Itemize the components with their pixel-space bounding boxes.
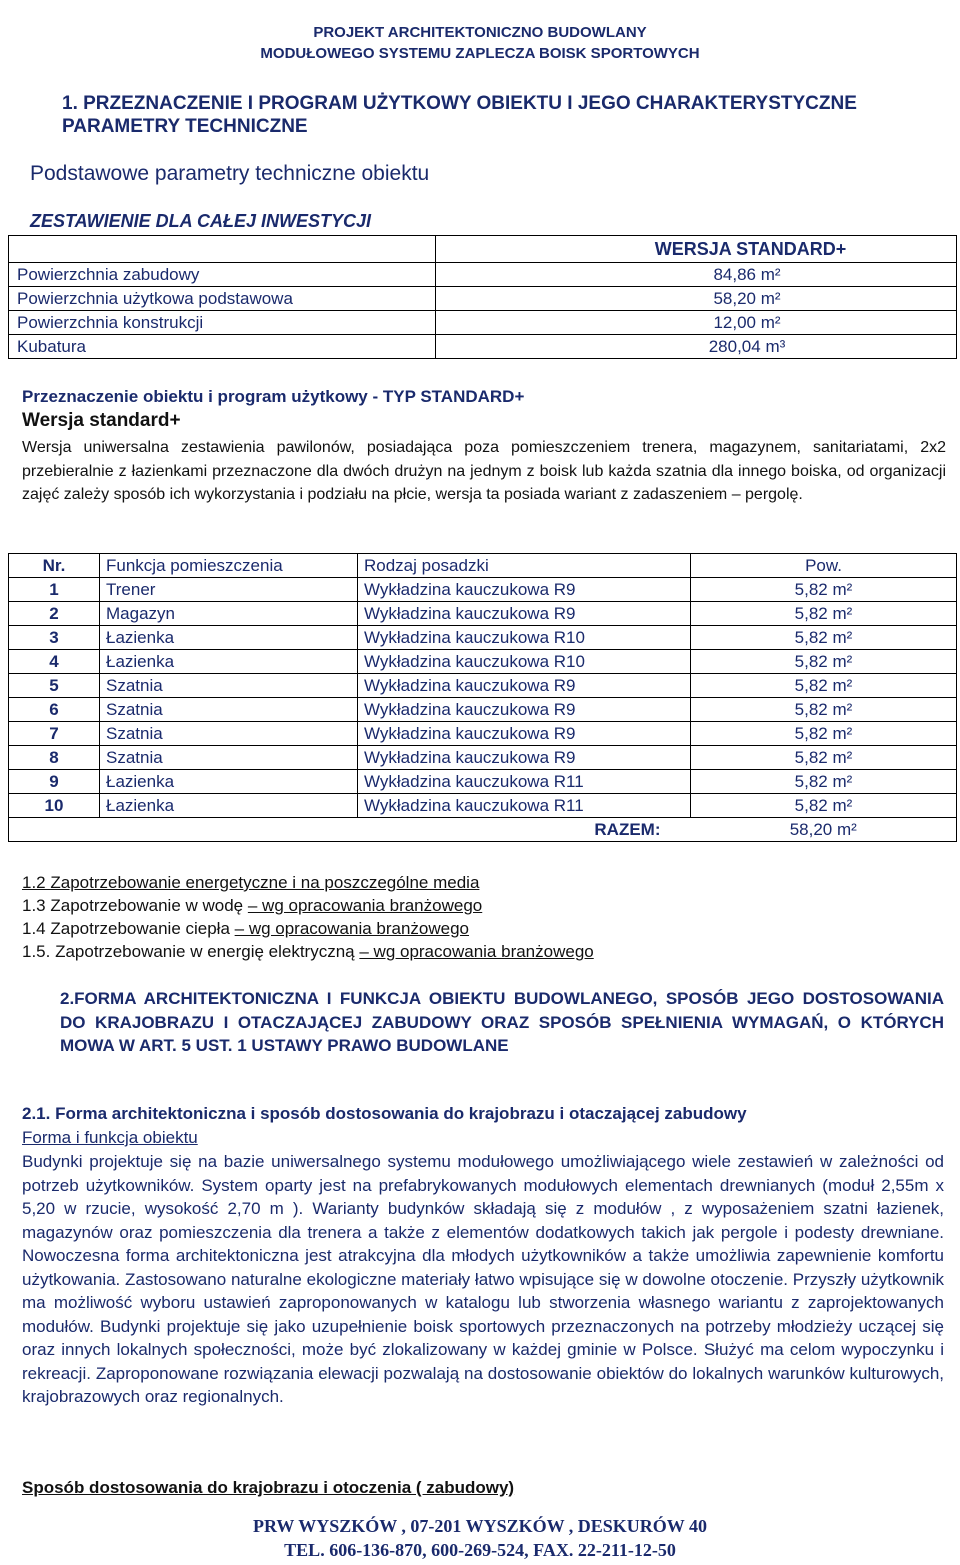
room-function: Łazienka [100, 650, 358, 674]
media-electric-ref: – wg opracowania branżowego [359, 942, 594, 961]
rooms-header-row [9, 554, 957, 578]
summary-label: Powierzchnia konstrukcji [9, 311, 436, 335]
media-heat [22, 917, 469, 940]
room-area: 5,82 m² [691, 602, 957, 626]
room-function: Łazienka [100, 626, 358, 650]
room-floor: Wykładzina kauczukowa R9 [358, 698, 691, 722]
room-floor: Wykładzina kauczukowa R9 [358, 674, 691, 698]
room-nr: 3 [9, 626, 100, 650]
room-floor: Wykładzina kauczukowa R9 [358, 746, 691, 770]
room-area: 5,82 m² [691, 698, 957, 722]
table-row [9, 722, 957, 746]
footer-address: PRW WYSZKÓW , 07-201 WYSZKÓW , DESKURÓW 40 [253, 1516, 707, 1536]
table-row [9, 674, 957, 698]
room-area: 5,82 m² [691, 770, 957, 794]
room-nr: 10 [9, 794, 100, 818]
room-floor: Wykładzina kauczukowa R10 [358, 650, 691, 674]
room-nr: 6 [9, 698, 100, 722]
table-row [9, 287, 957, 311]
room-area: 5,82 m² [691, 650, 957, 674]
room-nr: 9 [9, 770, 100, 794]
section-1-title: 1. PRZEZNACZENIE I PROGRAM UŻYTKOWY OBIEKTU I JEGO CHARAKTERYSTYCZNE PARAMETRY TECHNICZNE [62, 93, 857, 137]
room-floor: Wykładzina kauczukowa R11 [358, 794, 691, 818]
room-function: Trener [100, 578, 358, 602]
section-1-subtitle: Podstawowe parametry techniczne obiektu [30, 162, 430, 185]
room-floor: Wykładzina kauczukowa R10 [358, 626, 691, 650]
summary-value: 280,04 m³ [436, 335, 957, 359]
summary-table [8, 235, 957, 359]
summary-value: 12,00 m² [436, 311, 957, 335]
summary-column-header: WERSJA STANDARD+ [436, 236, 957, 263]
media-heat-ref: – wg opracowania branżowego [234, 919, 470, 938]
room-nr: 7 [9, 722, 100, 746]
table-row [9, 602, 957, 626]
media-electric [22, 940, 594, 963]
room-floor: Wykładzina kauczukowa R9 [358, 578, 691, 602]
room-area: 5,82 m² [691, 674, 957, 698]
room-area: 5,82 m² [691, 722, 957, 746]
room-floor: Wykładzina kauczukowa R9 [358, 722, 691, 746]
wersja-heading: Wersja standard+ [22, 410, 181, 431]
table-row [9, 335, 957, 359]
forma-label: Forma i funkcja obiektu [22, 1128, 198, 1147]
section-2-1-title: 2.1. Forma architektoniczna i sposób dostosowania do krajobrazu i otaczającej zabudowy [22, 1104, 747, 1123]
table-row [9, 746, 957, 770]
room-area: 5,82 m² [691, 626, 957, 650]
room-function: Szatnia [100, 674, 358, 698]
media-water-ref: – wg opracowania branżowego [247, 896, 483, 915]
total-value: 58,20 m² [691, 818, 957, 842]
room-nr: 2 [9, 602, 100, 626]
media-heading: 1.2 Zapotrzebowanie energetyczne i na poszczególne media [22, 873, 480, 892]
media-electric-label: 1.5. Zapotrzebowanie w energię elektryczną [22, 942, 360, 961]
header-function: Funkcja pomieszczenia [100, 554, 358, 578]
table-row [9, 626, 957, 650]
room-function: Magazyn [100, 602, 358, 626]
header-line-2: MODUŁOWEGO SYSTEMU ZAPLECZA BOISK SPORTOWYCH [260, 45, 700, 62]
room-floor: Wykładzina kauczukowa R9 [358, 602, 691, 626]
room-nr: 1 [9, 578, 100, 602]
section-2-title: 2.FORMA ARCHITEKTONICZNA I FUNKCJA OBIEKTU BUDOWLANEGO, SPOSÓB JEGO DOSTOSOWANIA DO KRAJOBRAZU I OTACZAJĄCEJ ZABUDOWY ORAZ SPOSÓB SPEŁNIENIA WYMAGAŃ, O KTÓRYCH MOWA W ART. 5 UST. 1 USTAWY PRAWO BUDOWLANE [60, 989, 944, 1055]
sposob-heading: Sposób dostosowania do krajobrazu i otoczenia ( zabudowy) [22, 1478, 515, 1497]
room-area: 5,82 m² [691, 578, 957, 602]
summary-value: 84,86 m² [436, 263, 957, 287]
room-nr: 5 [9, 674, 100, 698]
table-row [9, 698, 957, 722]
room-function: Szatnia [100, 722, 358, 746]
room-function: Szatnia [100, 698, 358, 722]
summary-label: Kubatura [9, 335, 436, 359]
header-floor: Rodzaj posadzki [358, 554, 691, 578]
room-function: Szatnia [100, 746, 358, 770]
total-row [9, 818, 957, 842]
room-nr: 8 [9, 746, 100, 770]
header-nr: Nr. [9, 554, 100, 578]
table-row [9, 794, 957, 818]
summary-value: 58,20 m² [436, 287, 957, 311]
room-function: Łazienka [100, 794, 358, 818]
media-water [22, 894, 482, 917]
room-floor: Wykładzina kauczukowa R11 [358, 770, 691, 794]
room-nr: 4 [9, 650, 100, 674]
room-area: 5,82 m² [691, 746, 957, 770]
table-row [9, 311, 957, 335]
table-row [9, 578, 957, 602]
table-row [9, 650, 957, 674]
table-row [9, 770, 957, 794]
rooms-table [8, 553, 957, 842]
media-water-label: 1.3 Zapotrzebowanie w wodę [22, 896, 248, 915]
przeznaczenie-title: Przeznaczenie obiektu i program użytkowy - TYP STANDARD+ [22, 387, 525, 406]
room-area: 5,82 m² [691, 794, 957, 818]
total-label: RAZEM: [9, 818, 691, 842]
summary-label: Powierzchnia zabudowy [9, 263, 436, 287]
footer-contact: TEL. 606-136-870, 600-269-524, FAX. 22-211-12-50 [284, 1540, 676, 1560]
summary-label: Powierzchnia użytkowa podstawowa [9, 287, 436, 311]
media-heat-label: 1.4 Zapotrzebowanie ciepła [22, 919, 235, 938]
header-area: Pow. [691, 554, 957, 578]
wersja-description: Wersja uniwersalna zestawienia pawilonów, posiadająca poza pomieszczeniem trenera, magazynem, sanitariatami, 2x2 przebieralnie z łazienkami przeznaczone dla dwóch drużyn na jednym z boisk lub każda szatnia dla innego boiska, od organizacji zajęć zależy sposób ich wykorzystania i podziału na płcie, wersja ta posiada wariant z zadaszeniem – pergolę. [22, 439, 946, 503]
section-2-body: Budynki projektuje się na bazie uniwersalnego systemu modułowego umożliwiającego wiele zestawień w zależności od potrzeb użytkowników. System oparty jest na prefabrykowanych modułowych elementach drewnianych (moduł 2,55m x 5,20 w rzucie, wysokość 2,70 m ). Warianty budynków składają się z modułów , z wyposażeniem szatni łazienek, magazynów oraz pomieszczenia dla trenera a także z elementów dodatkowych takich jak pergole i podesty drewniane. Nowoczesna forma architektoniczna jest atrakcyjna dla młodych użytkowników a także umożliwia zapewnienie komfortu użytkowania. Zastosowano naturalne ekologiczne materiały łatwo wpisujące się w dowolne otoczenie. Przyszły użytkownik ma możliwość wyboru ustawień zaproponowanych w katalogu lub stworzenia własnego wariantu z zaprojektowanych modułów. Budynki projektuje się jako uzupełnienie boisk sportowych przeznaczonych na potrzeby młodzieży uczącej się oraz innych lokalnych społeczności, może być zlokalizowany w każdej gminie w Polsce. Służyć ma celom wypoczynku i rekreacji. Zaproponowane rozwiązania elewacji pozwalają na dostosowanie obiektów do lokalnych warunków kulturowych, krajobrazowych oraz regionalnych. [22, 1152, 944, 1406]
zestawienie-heading: ZESTAWIENIE DLA CAŁEJ INWESTYCJI [30, 211, 372, 231]
header-line-1: PROJEKT ARCHITEKTONICZNO BUDOWLANY [313, 24, 647, 41]
table-row [9, 263, 957, 287]
room-function: Łazienka [100, 770, 358, 794]
